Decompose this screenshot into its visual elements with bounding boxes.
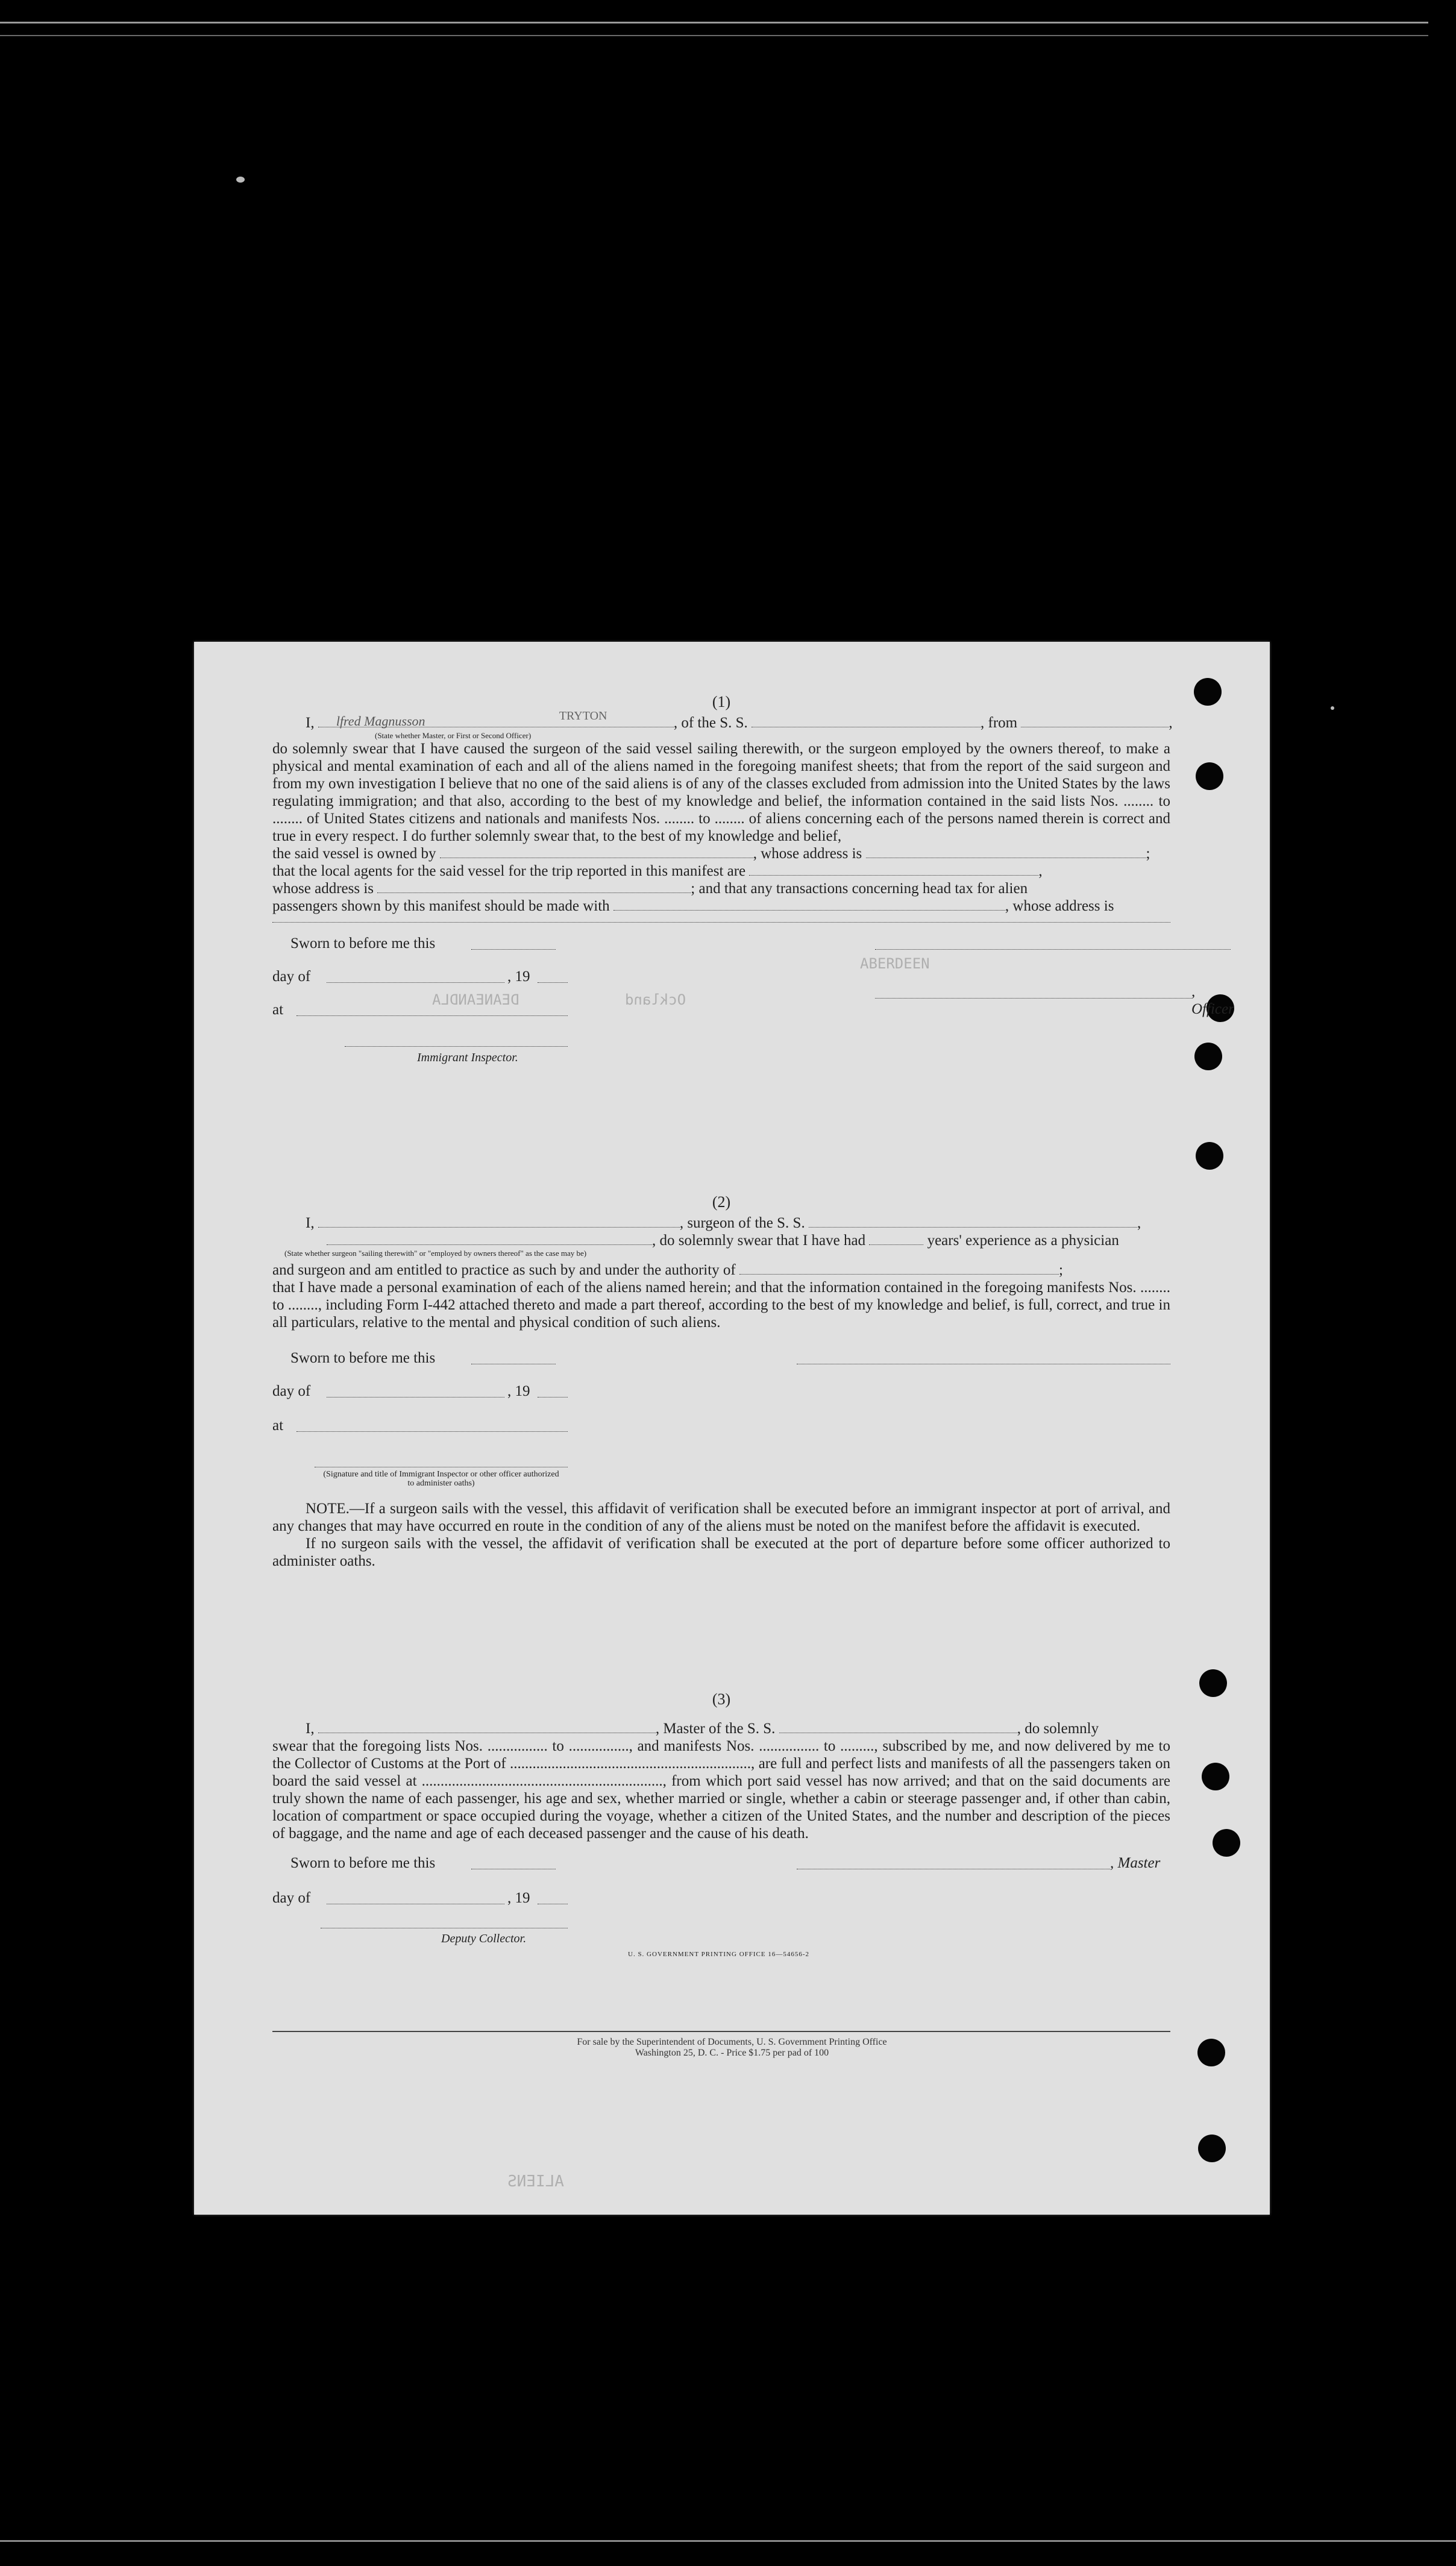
section-2-line-3: and surgeon and am entitled to practice as such by and under the authority of ; [272,1262,1063,1278]
bleed-through-text: ALIENS [507,2172,564,2191]
sworn-date-line [471,949,556,950]
section-1-jurat: Sworn to before me this day of , 19 at Immigrant Inspector. , Officer [272,935,1234,1064]
punch-hole [1194,1043,1222,1070]
section-1-agents-line: that the local agents for the said vessel for the trip reported in this manifest are , [272,863,1043,879]
gpo-imprint: U. S. GOVERNMENT PRINTING OFFICE 16—54656-2 [628,1951,810,1958]
section-2-jurat: Sworn to before me this day of , 19 at (Signature and title of Immigrant Inspector or other officer authorized to administer oaths) [272,1349,1170,1500]
section-1-master-affidavit [272,693,1234,1091]
punch-hole [1196,762,1223,790]
scan-speck [1331,706,1334,710]
bleed-through-text: ABERDEEN [860,955,930,972]
officer-signature-line [875,998,1191,999]
authority-field [739,1263,1059,1275]
departure-port-field [1021,716,1169,727]
place-line [297,1431,568,1432]
agents-address-field [377,882,691,893]
film-edge-top-secondary [0,35,1428,36]
section-1-headtax-line: passengers shown by this manifest should be made with , whose address is [272,898,1114,914]
field-hint: (State whether Master, or First or Second Officer) [375,731,532,740]
section-2-line-2: , do solemnly swear that I have had years' experience as a physician [272,1232,1170,1249]
manifest-affidavit-page [194,642,1270,2215]
section-3-line-1: I, , Master of the S. S. , do solemnly [306,1721,1099,1737]
inspector-signature-line [345,1046,568,1047]
section-number: (3) [712,1690,731,1708]
bleed-through-text: Ockland [625,991,686,1008]
punch-hole [1194,678,1222,706]
vessel-name-field [779,1722,1017,1733]
punch-hole [1202,1763,1229,1790]
punch-hole [1199,1669,1227,1697]
punch-hole [1196,1142,1223,1170]
section-3-master-certification [272,1690,1170,1963]
section-1-address-line: whose address is ; and that any transactions concerning head tax for alien [272,880,1028,897]
punch-hole [1213,1829,1240,1857]
field-hint: (State whether surgeon "sailing therewith" or "employed by owners thereof" as the case may be) [284,1249,587,1258]
divider [272,922,1170,923]
owner-field [440,847,753,858]
agents-field [749,864,1038,876]
section-number: (2) [712,1193,731,1211]
section-1-body: do solemnly swear that I have caused the surgeon of the said vessel sailing therewith, or the surgeon employed by the owners thereof, to make a physical and mental examination of each and all of the aliens named in the foregoing manifest sheets; that from the report of the said surgeon and from my own investigation I believe that no one of the said aliens is of any of the classes excluded from admission into the United States by the laws regulating immigration; and that also, according to the best of my knowledge and belief, the information contained in the said lists Nos. ........ to ........ of United States citizens and nationals and manifests Nos. ........ to ........ of aliens concerning each of the persons named therein is correct and true in every respect. I do further solemnly swear that, to the best of my knowledge and belief, [272,741,1170,844]
year-line [538,982,568,983]
section-2-body: that I have made a personal examination of each of the aliens named herein; and that the information contained in the foregoing manifests Nos. ........ to ........, including Form I-442 attached thereto and made a part thereof, according to the best of my knowledge and belief, is full, correct, and true in all particulars, relative to the mental and physical condition of such aliens. [272,1279,1170,1331]
film-edge-bottom [0,2540,1456,2542]
master-name-field [318,1722,656,1733]
bleed-through-text: DEANEANDLA [432,991,519,1008]
section-1-line-1: I, lfred Magnusson TRYTON , of the S. S. , from , [306,709,1173,731]
film-edge-top [0,22,1428,24]
years-experience-field [869,1234,923,1245]
section-2-surgeon-affidavit [272,1193,1170,1570]
footer-line: For sale by the Superintendent of Documents, U. S. Government Printing Office [577,2037,887,2047]
officer-name-field: lfred Magnusson TRYTON [318,716,674,727]
vessel-name-field [809,1216,1137,1228]
section-3-body: swear that the foregoing lists Nos. ................ to ................, and manifests Nos. ................ to ........., subscribed by me, and now delivered by me to the Collector of Customs at the Port of ................................................................, are full and perfect lists and manifests of all the passengers taken on board the said vessel at ................................................................, from which port said vessel has now arrived; and that on the said documents are truly shown the name of each passenger, his age and sex, whether married or single, whether a cabin or steerage passenger and, if other than cabin, location of compartment or space occupied during the voyage, whether a citizen of the United States, and the number and description of the pieces of baggage, and the name and age of each deceased passenger and the cause of his death. [272,1738,1170,1842]
footer [194,2037,1270,2059]
section-number: (1) [712,693,731,711]
section-1-owner-line: the said vessel is owned by , whose address is ; [272,845,1150,862]
place-line [297,1015,568,1016]
owner-address-field [866,847,1146,858]
section-2-note-2: If no surgeon sails with the vessel, the affidavit of verification shall be executed at the port of departure before some officer authorized to administer oaths. [272,1536,1170,1569]
section-3-jurat: Sworn to before me this , Master day of , 19 Deputy Collector. U. S. GOVERNMENT PRINTING OFFICE 16—54656-2 [272,1854,1170,1963]
day-of-line [327,982,504,983]
headtax-party-field [613,899,1005,911]
surgeon-name-field [318,1216,680,1228]
section-2-line-1: I, , surgeon of the S. S. , [306,1215,1141,1231]
footer-rule [272,2031,1170,2032]
punch-hole [1198,2135,1226,2162]
section-2-note: NOTE.—If a surgeon sails with the vessel, this affidavit of verification shall be executed before an immigrant inspector at port of arrival, and any changes that may have occurred en route in the condition of any of the aliens must be noted on the manifest before the affidavit is executed. [272,1501,1170,1534]
signature-line [875,949,1231,950]
surgeon-status-field [327,1234,652,1245]
footer-line: Washington 25, D. C. - Price $1.75 per pad of 100 [635,2048,829,2058]
vessel-name-field [752,716,981,727]
scan-speck [236,177,245,183]
